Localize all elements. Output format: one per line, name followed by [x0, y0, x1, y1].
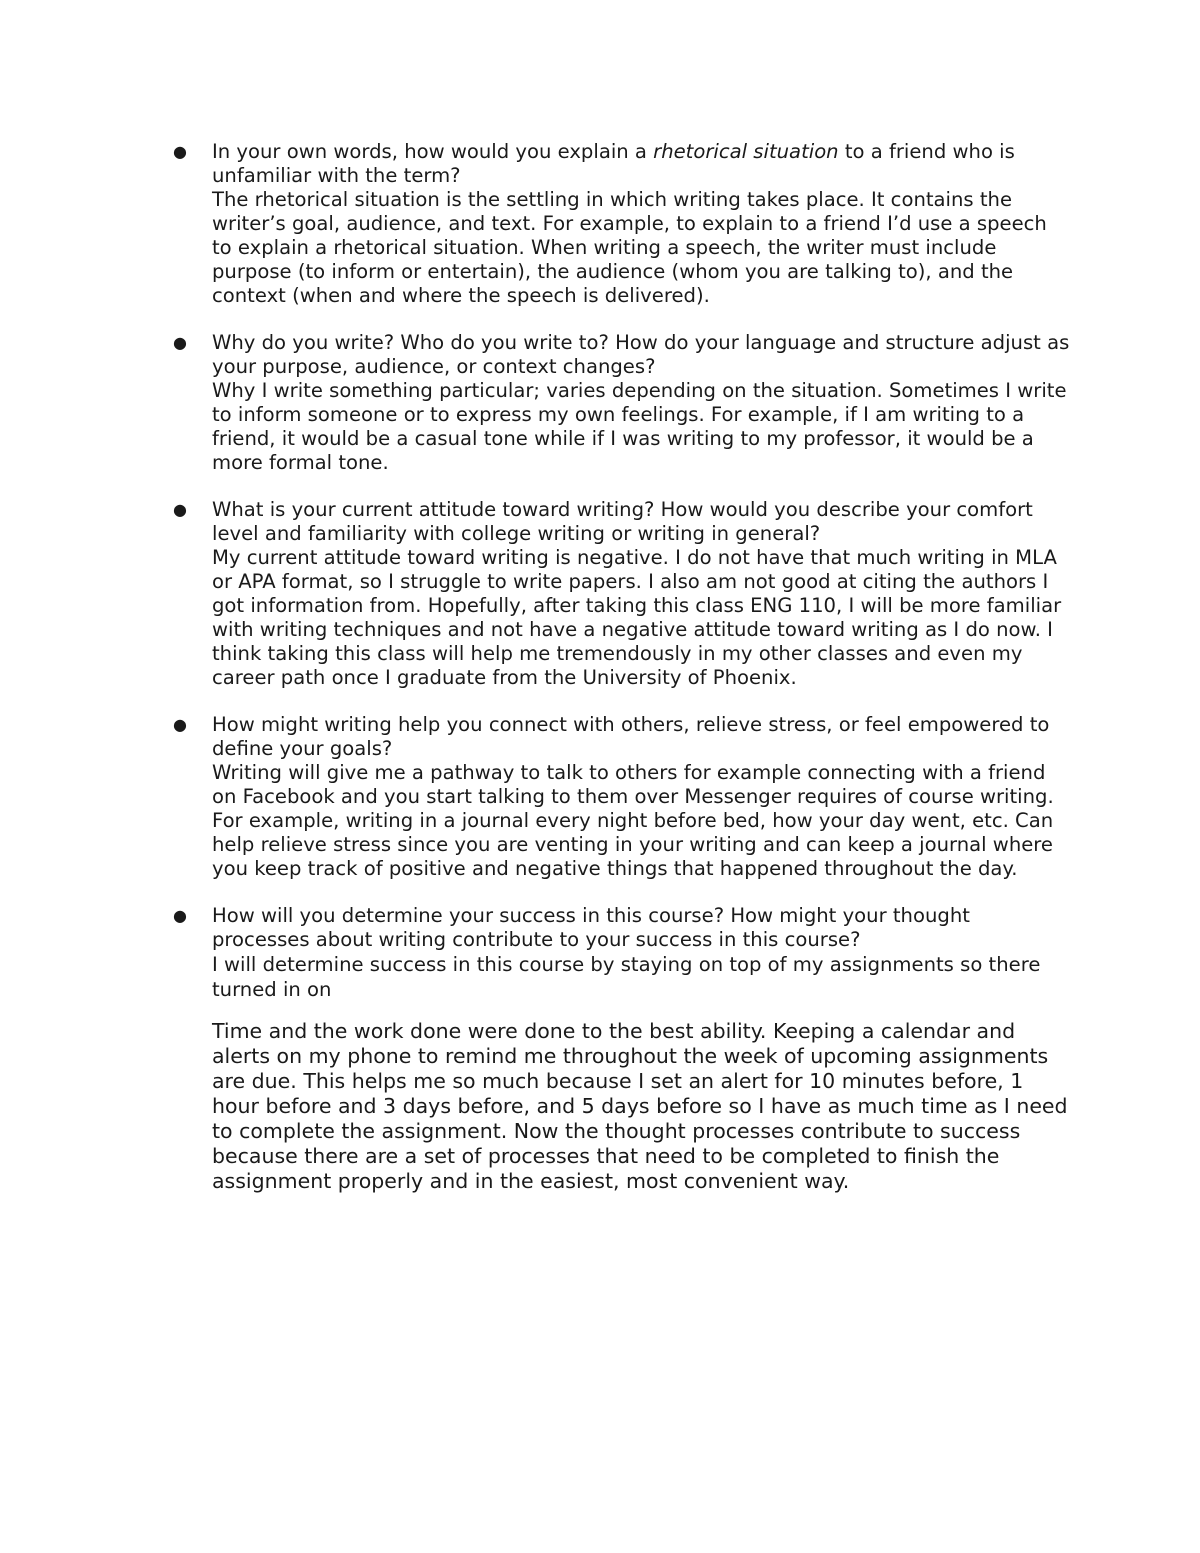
list-item [170, 904, 1070, 1194]
list-item [170, 498, 1070, 690]
answer-text: I will determine success in this course by staying on top of my assignments so there turned in on [212, 953, 1041, 1001]
question-text: What is your current attitude toward writing? How would you describe your comfort level and familiarity with college writing or writing in general? [212, 498, 1033, 545]
list-item [170, 713, 1070, 881]
bullet-icon: ● [173, 500, 187, 519]
question-text-start: In your own words, how would you explain a [212, 140, 654, 163]
question-text: How will you determine your success in this course? How might your thought processes about writing contribute to your success in this course? [212, 904, 970, 951]
bullet-icon: ● [173, 142, 187, 161]
answer-text: The rhetorical situation is the settling in which writing takes place. It contains the writer’s goal, audience, and text. For example, to explain to a friend I’d use a speech to explain a rhetorical situation. When writing a speech, the writer must include purpose (to inform or entertain), the audience (whom you are talking to), and the context (when and where the speech is delivered). [212, 188, 1047, 307]
bullet-icon: ● [173, 715, 187, 734]
answer-continuation-paragraph: Time and the work done were done to the best ability. Keeping a calendar and alerts on my phone to remind me throughout the week of upcoming assignments are due. This helps me so much because I set an alert for 10 minutes before, 1 hour before and 3 days before, and 5 days before so I have as much time as I need to complete the assignment. Now the thought processes contribute to success because there are a set of processes that need to be completed to finish the assignment properly and in the easiest, most convenient way. [212, 1019, 1068, 1193]
bullet-icon: ● [173, 333, 187, 352]
question-text: How might writing help you connect with others, relieve stress, or feel empowered to define your goals? [212, 713, 1050, 760]
answer-text: Why I write something particular; varies depending on the situation. Sometimes I write to inform someone or to express my own feelings. For example, if I am writing to a friend, it would be a casual tone while if I was writing to my professor, it would be a more formal tone. [212, 379, 1067, 474]
list-item [170, 331, 1070, 475]
question-text [212, 140, 1070, 188]
answer-text: My current attitude toward writing is negative. I do not have that much writing in MLA or APA format, so I struggle to write papers. I also am not good at citing the authors I got information from. Hopefully, after taking this class ENG 110, I will be more familiar with writing techniques and not have a negative attitude toward writing as I do now. I think taking this class will help me tremendously in my other classes and even my career path once I graduate from the University of Phoenix. [212, 546, 1062, 689]
question-list [170, 140, 1070, 1217]
emphasized-term: rhetorical situation [653, 140, 839, 163]
question-text-end: to a friend who is unfamiliar with the term? [212, 140, 1015, 187]
list-item [170, 140, 1070, 308]
answer-text: Writing will give me a pathway to talk to others for example connecting with a friend on Facebook and you start talking to them over Messenger requires of course writing. For example, writing in a journal every night before bed, how your day went, etc. Can help relieve stress since you are venting in your writing and can keep a journal where you keep track of positive and negative things that happened throughout the day. [212, 761, 1054, 880]
bullet-icon: ● [173, 906, 187, 925]
question-text: Why do you write? Who do you write to? How do your language and structure adjust as your purpose, audience, or context changes? [212, 331, 1070, 378]
